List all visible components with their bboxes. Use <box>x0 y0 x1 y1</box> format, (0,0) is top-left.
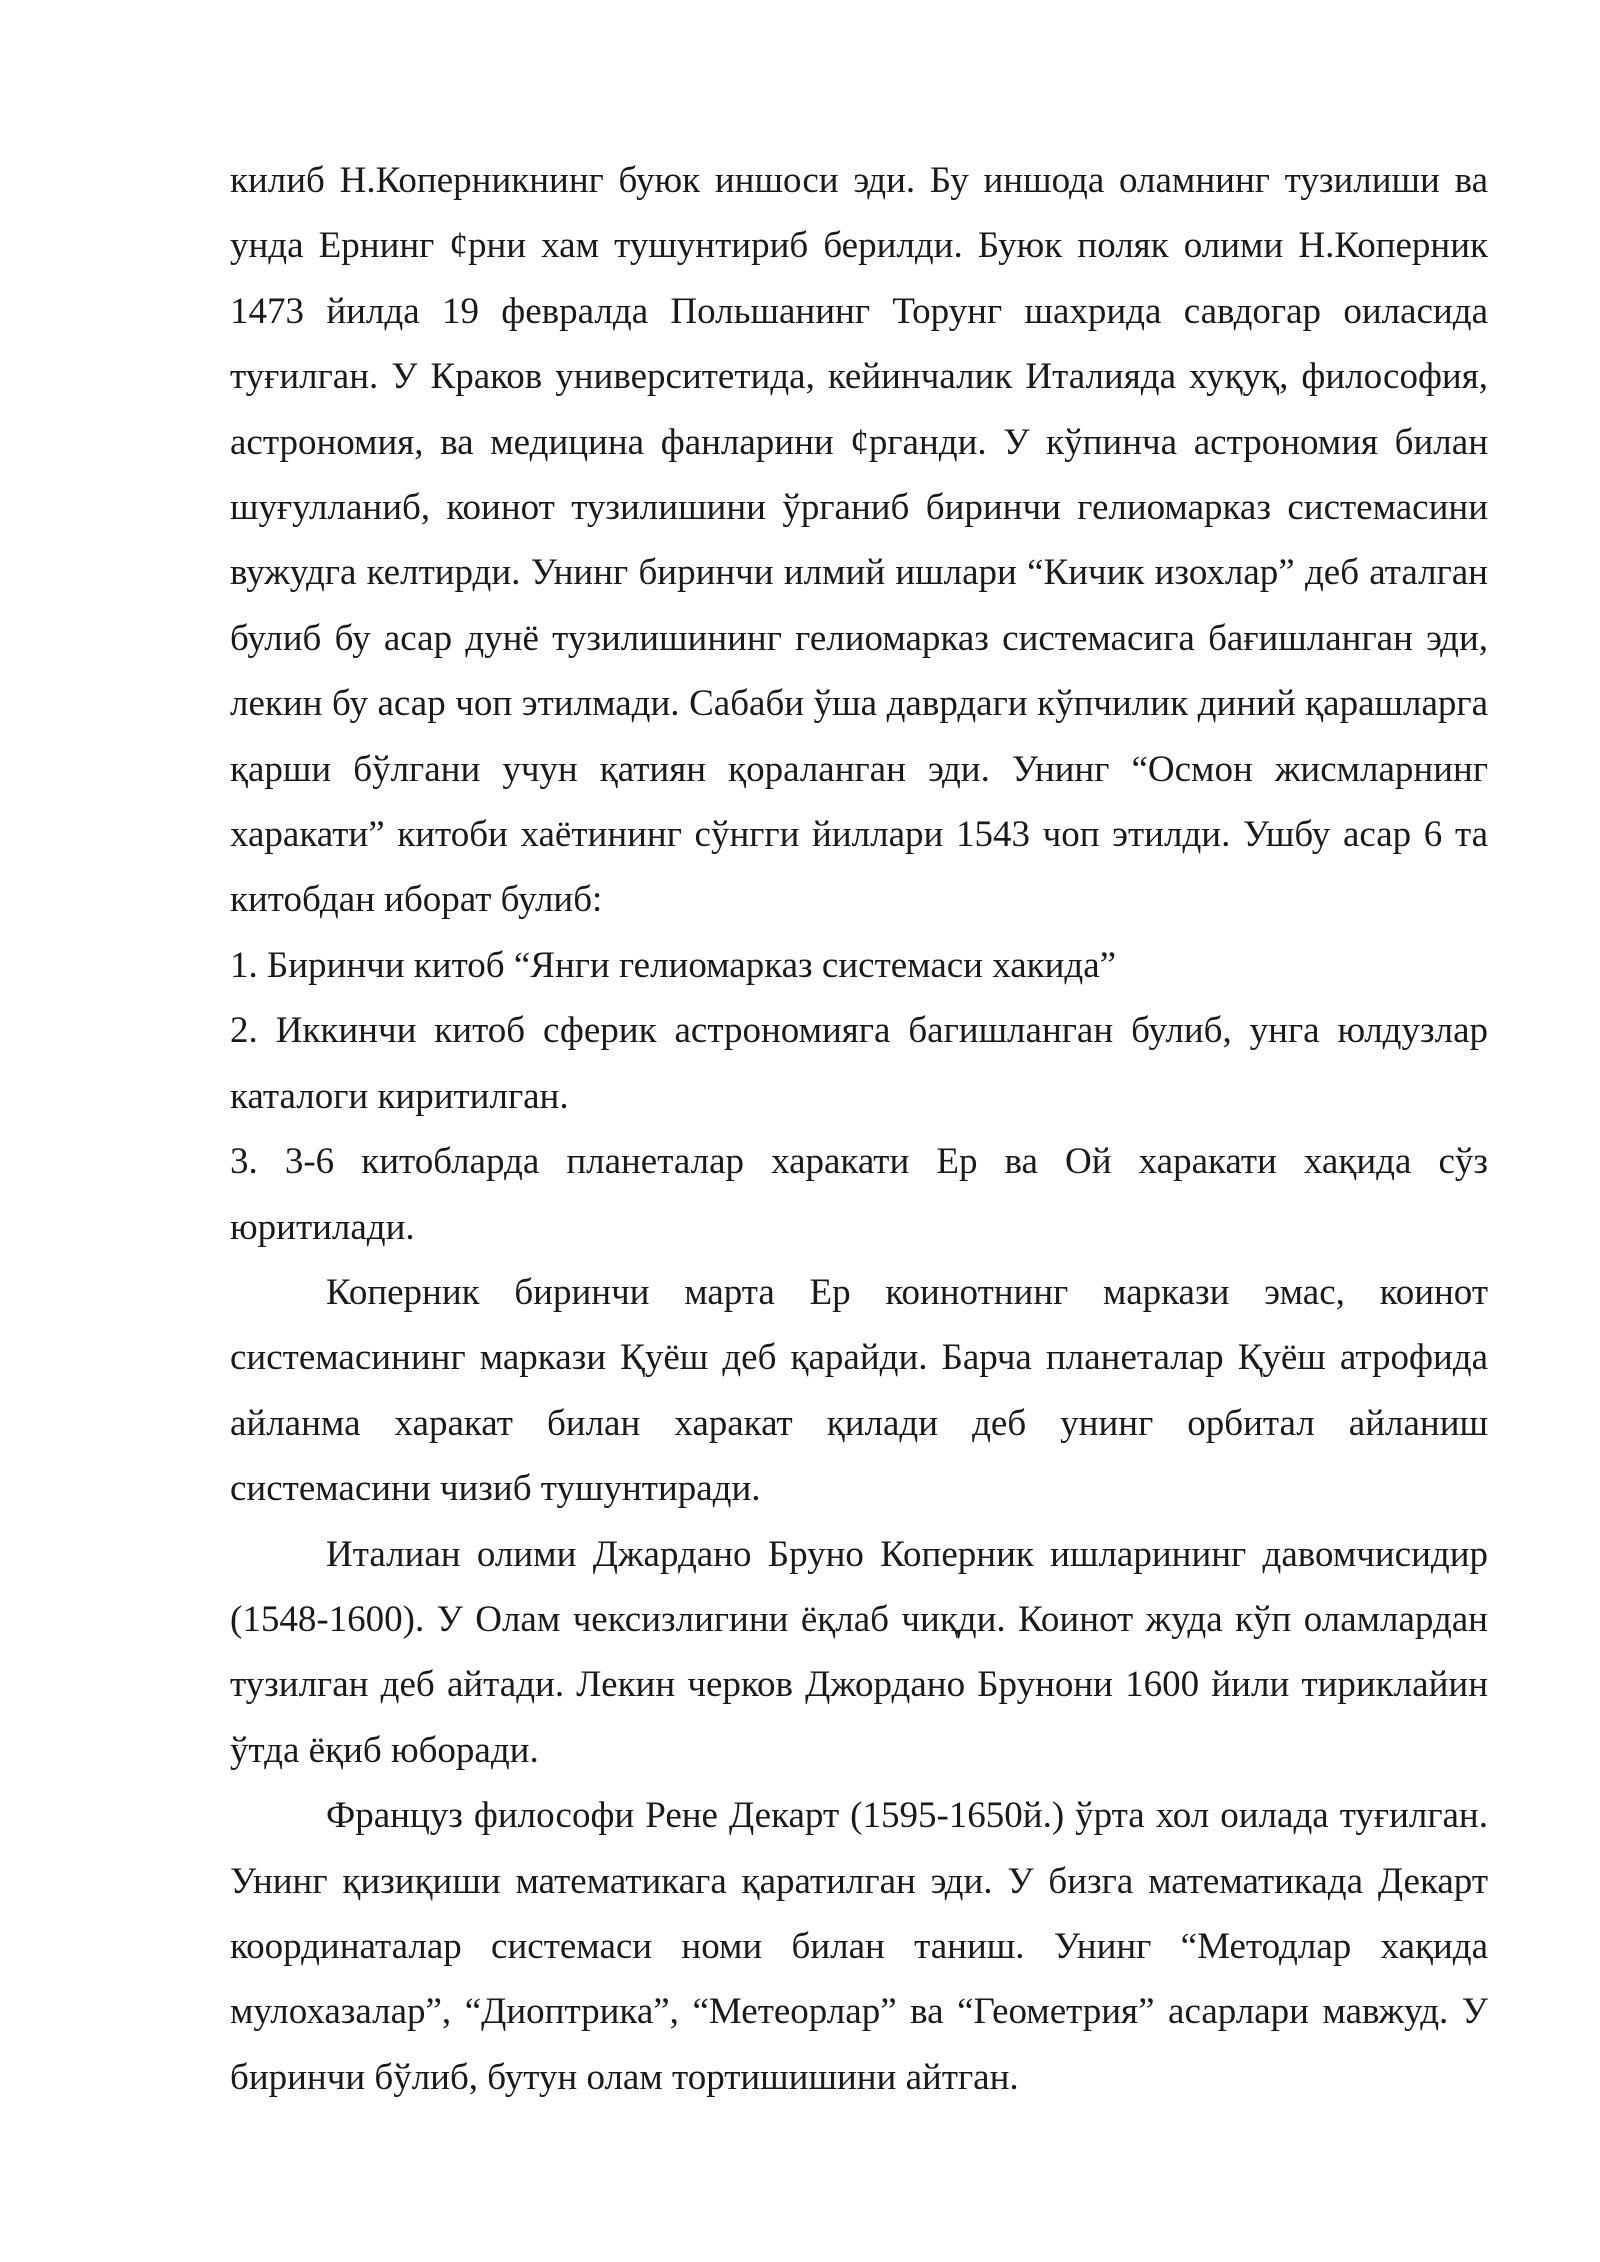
paragraph-copernicus-system: Коперник биринчи марта Ер коинотнинг маркази эмас, коинот системасининг маркази Қуёш деб қарайди. Барча планеталар Қуёш атрофида айланма харакат билан харакат қилади деб унинг орбитал айланиш системасини чизиб тушунтиради. <box>230 1271 1488 1510</box>
paragraph-copernicus-intro: килиб Н.Коперникнинг буюк иншоси эди. Бу иншода оламнинг тузилиши ва унда Ернинг ¢рни хам тушунтириб берилди. Буюк поляк олими Н.Коперник 1473 йилда 19 февралда Польшанинг Торунг шахрида савдогар оиласида туғилган. У Краков университетида, кейинчалик Италияда хуқуқ, философия, астрономия, ва медицина фанларини ¢рганди. У кўпинча астрономия билан шуғулланиб, коинот тузилишини ўрганиб биринчи гелиомарказ системасини вужудга келтирди. Унинг биринчи илмий ишлари “Кичик изохлар” деб аталган булиб бу асар дунё тузилишининг гелиомарказ системасига бағишланган эди, лекин бу асар чоп этилмади. Сабаби ўша даврдаги кўпчилик диний қарашларга қарши бўлгани учун қатиян қораланган эди. Унинг “Осмон жисмларнинг харакати” китоби хаётининг сўнгги йиллари 1543 чоп этилди. Ушбу асар 6 та китобдан иборат булиб: <box>230 160 1488 921</box>
list-item-books-3-6: 3. 3-6 китобларда планеталар харакати Ер ва Ой харакати хақида сўз юритилади. <box>230 1141 1488 1248</box>
paragraph-rene-descartes: Француз философи Рене Декарт (1595-1650й.) ўрта хол оилада туғилган. Унинг қизиқиши математикага қаратилган эди. У бизга математикада Декарт координаталар системаси номи билан таниш. Унинг “Методлар хақида мулохазалар”, “Диоптрика”, “Метеорлар” ва “Геометрия” асарлари мавжуд. У биринчи бўлиб, бутун олам тортишишини айтган. <box>230 1795 1488 2098</box>
document-page <box>230 148 1488 2110</box>
list-item-book-2: 2. Иккинчи китоб сферик астрономияга багишланган булиб, унга юлдузлар каталоги киритилган. <box>230 1010 1488 1117</box>
paragraph-giordano-bruno: Италиан олими Джардано Бруно Коперник ишларининг давомчисидир (1548-1600). У Олам чексизлигини ёқлаб чиқди. Коинот жуда кўп оламлардан тузилган деб айтади. Лекин черков Джордано Брунони 1600 йили тириклайин ўтда ёқиб юборади. <box>230 1533 1488 1771</box>
list-item-book-1: 1. Биринчи китоб “Янги гелиомарказ системаси хакида” <box>230 944 1117 986</box>
